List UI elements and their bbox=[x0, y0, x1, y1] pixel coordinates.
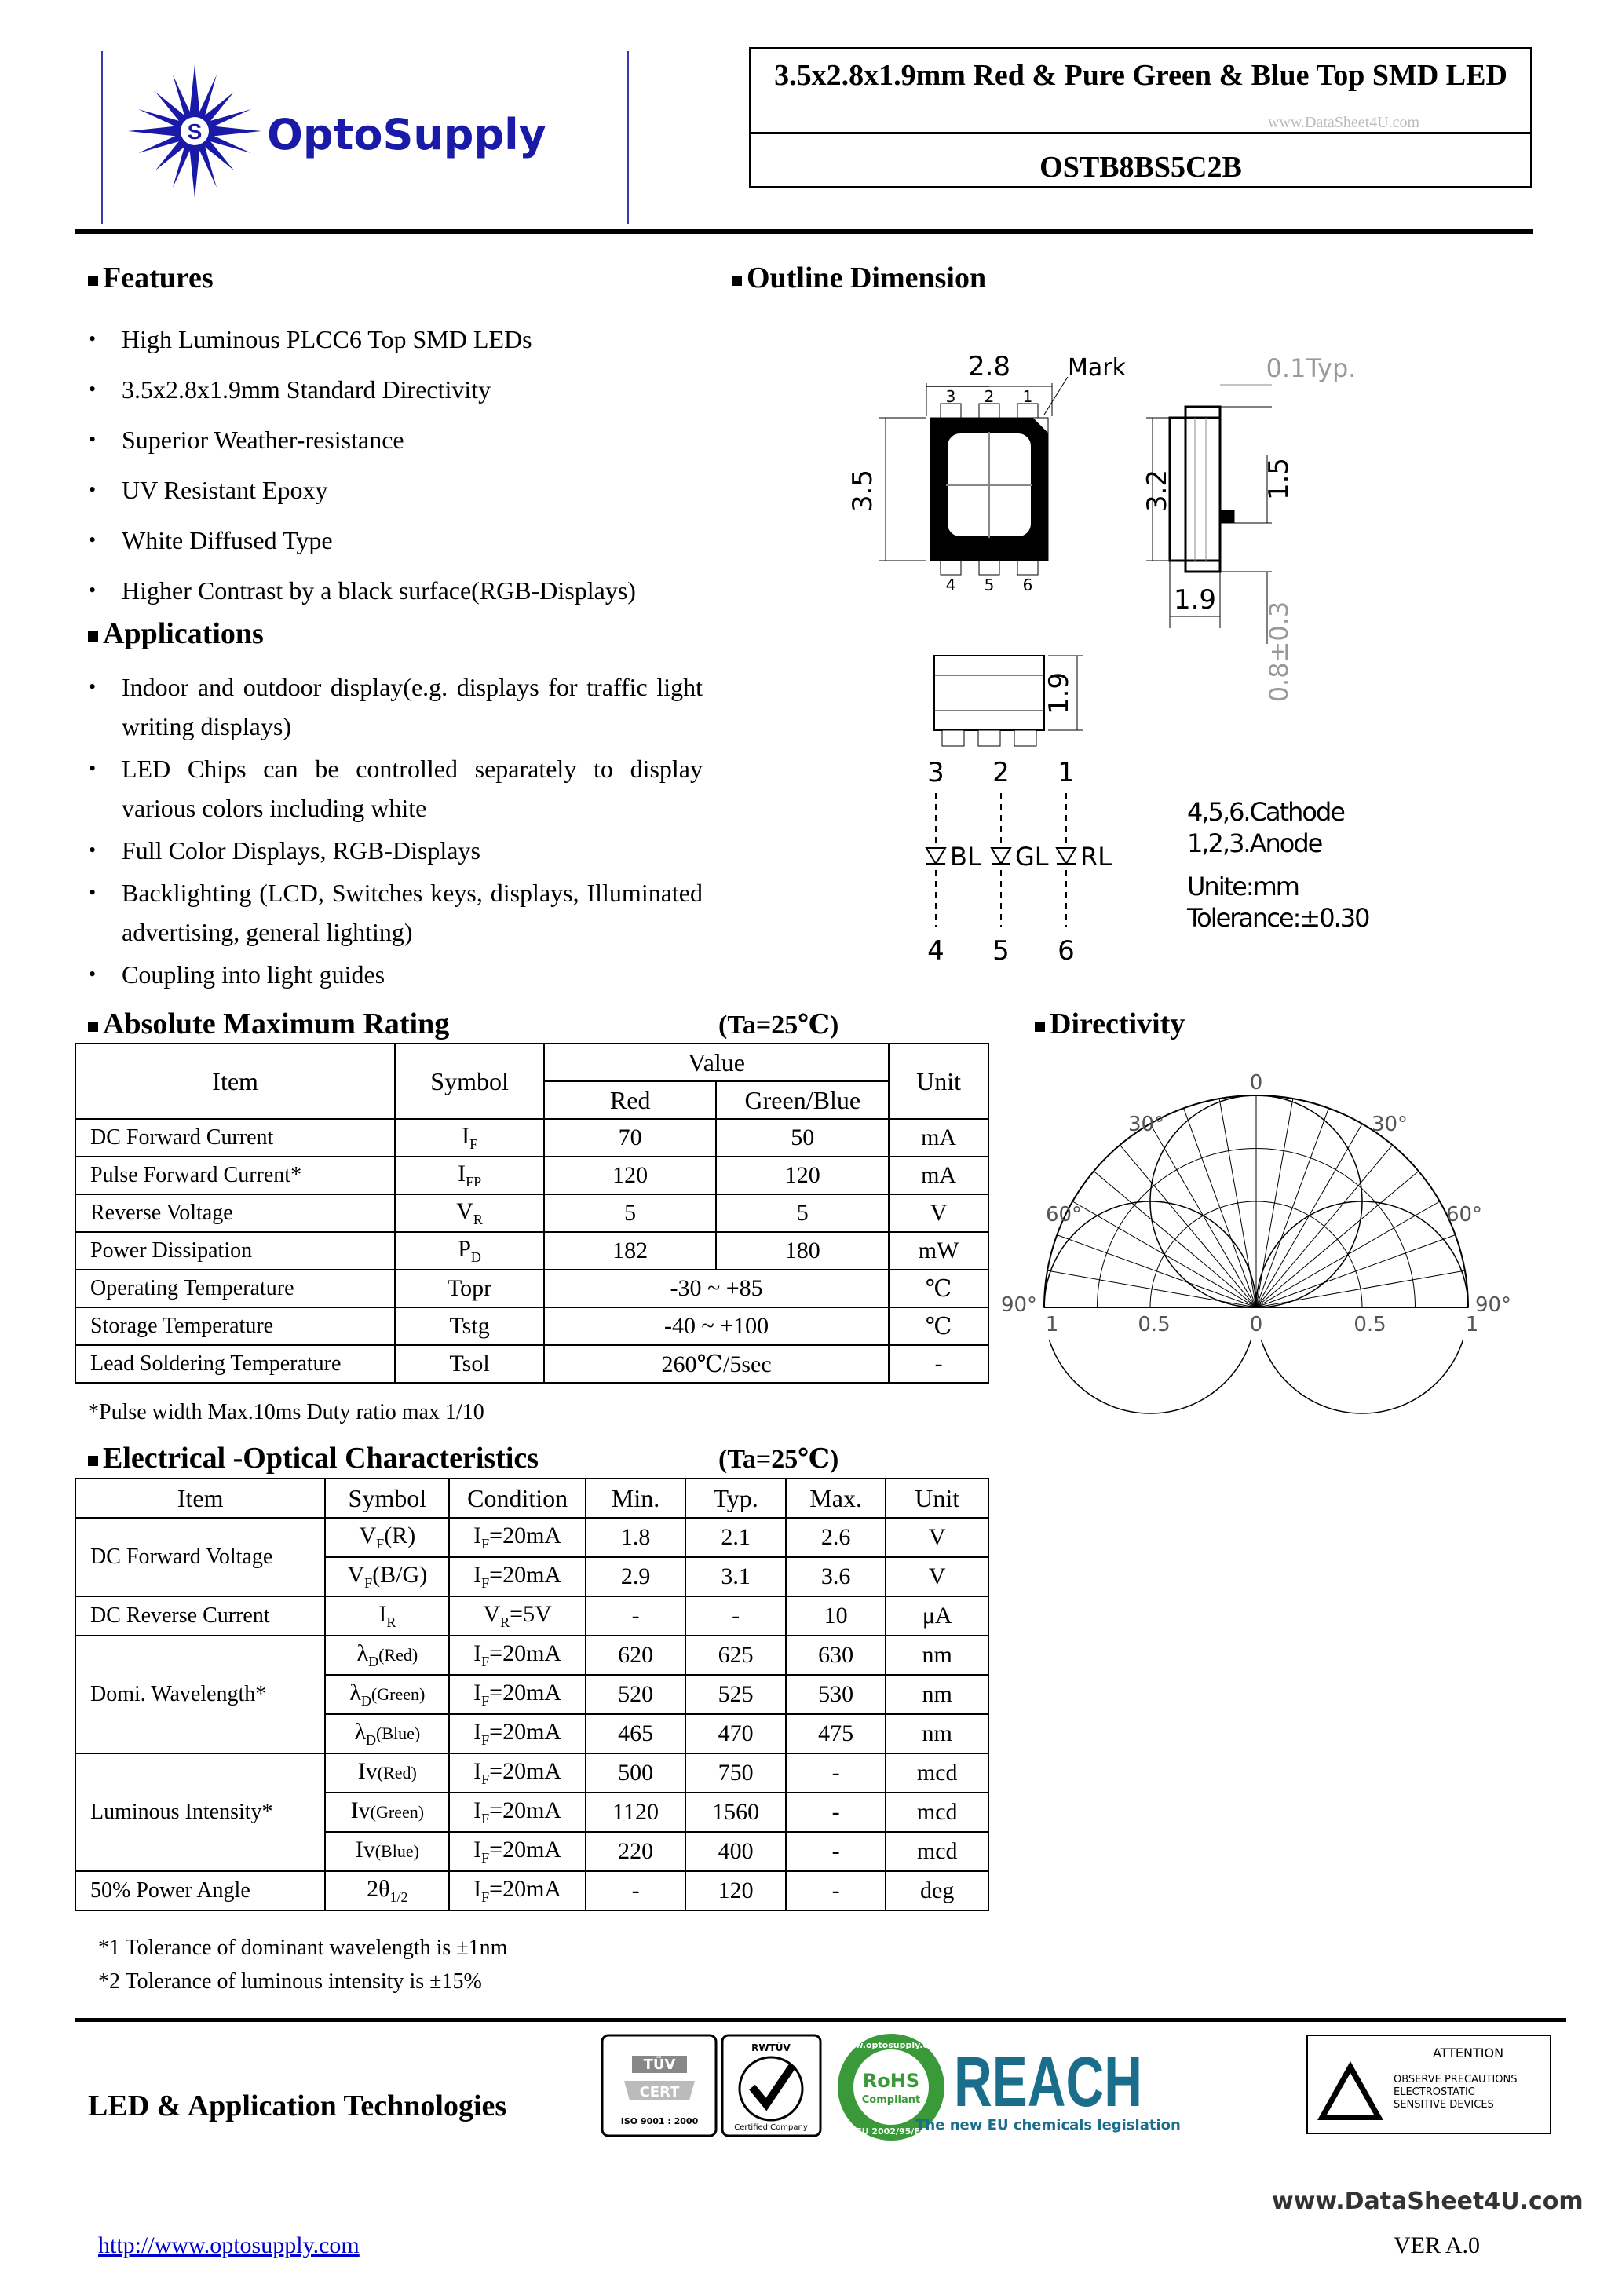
website-link[interactable]: http://www.optosupply.com bbox=[98, 2232, 360, 2258]
angle-label: 60° bbox=[1445, 1203, 1483, 1227]
table-row bbox=[75, 1871, 988, 1910]
footer-rule bbox=[75, 2018, 1566, 2022]
amr-header-unit: Unit bbox=[889, 1044, 988, 1119]
eoc-typ: 625 bbox=[685, 1636, 786, 1675]
eoc-heading: Electrical -Optical Characteristics bbox=[88, 1441, 539, 1475]
eoc-typ: 525 bbox=[685, 1675, 786, 1714]
svg-text:ELECTROSTATIC: ELECTROSTATIC bbox=[1394, 2086, 1475, 2098]
symbol-main: Iv bbox=[357, 1758, 378, 1784]
eoc-condition bbox=[449, 1636, 585, 1675]
svg-text:OptoSupply: OptoSupply bbox=[267, 110, 546, 159]
features-heading: Features bbox=[88, 261, 214, 295]
circuit-pin: 6 bbox=[1058, 935, 1075, 967]
eoc-unit: deg bbox=[886, 1871, 988, 1910]
eoc-item: Domi. Wavelength* bbox=[75, 1636, 325, 1753]
cond-main: V bbox=[483, 1601, 501, 1627]
symbol-sub: F bbox=[364, 1575, 373, 1591]
applications-list bbox=[82, 667, 703, 997]
eoc-min: 620 bbox=[586, 1636, 686, 1675]
svg-text:RoHS: RoHS bbox=[862, 2070, 920, 2092]
eoc-min: 520 bbox=[586, 1675, 686, 1714]
cond-value: =20mA bbox=[489, 1837, 562, 1863]
cond-sub: F bbox=[481, 1536, 490, 1552]
cond-value: =20mA bbox=[489, 1680, 562, 1706]
symbol-sub: F bbox=[469, 1136, 478, 1152]
circuit-pin: 3 bbox=[927, 757, 944, 788]
symbol-sub: R bbox=[473, 1212, 483, 1227]
symbol-main: λ bbox=[354, 1719, 367, 1745]
outline-note: Unite:mm bbox=[1187, 872, 1299, 901]
outline-heading: Outline Dimension bbox=[732, 261, 986, 295]
amr-table bbox=[75, 1043, 989, 1384]
svg-text:Certified Company: Certified Company bbox=[734, 2123, 808, 2132]
symbol-suffix: (Red) bbox=[378, 1645, 418, 1665]
amr-red: 5 bbox=[544, 1194, 716, 1232]
eoc-min: 1120 bbox=[586, 1793, 686, 1832]
esd-warning-icon bbox=[1307, 2035, 1551, 2133]
eoc-condition bbox=[449, 1793, 585, 1832]
symbol-main: λ bbox=[356, 1640, 369, 1666]
amr-red: 120 bbox=[544, 1157, 716, 1194]
table-row bbox=[75, 1345, 988, 1383]
svg-text:TÜV: TÜV bbox=[643, 2057, 676, 2073]
company-line: LED & Application Technologies bbox=[88, 2089, 507, 2122]
cond-main: I bbox=[473, 1523, 482, 1548]
cond-sub: R bbox=[500, 1614, 510, 1630]
cond-sub: F bbox=[481, 1889, 490, 1905]
amr-header-value: Value bbox=[544, 1044, 889, 1081]
amr-value: 260℃/5sec bbox=[544, 1345, 889, 1383]
eoc-max: 475 bbox=[786, 1714, 886, 1753]
star-logo-icon bbox=[102, 51, 636, 224]
eoc-header: Max. bbox=[786, 1479, 886, 1518]
watermark: www.DataSheet4U.com bbox=[1268, 114, 1420, 131]
amr-item: Reverse Voltage bbox=[75, 1194, 395, 1232]
cond-value: =5V bbox=[510, 1601, 552, 1627]
amr-condition: (Ta=25℃) bbox=[718, 1011, 839, 1040]
cond-main: I bbox=[473, 1680, 482, 1706]
amr-header-gb: Green/Blue bbox=[716, 1081, 889, 1119]
eoc-note-2: *2 Tolerance of luminous intensity is ±15% bbox=[98, 1969, 482, 1994]
side-08: 0.8±0.3 bbox=[1264, 601, 1294, 703]
eoc-typ: 400 bbox=[685, 1832, 786, 1871]
feature-item: • White Diffused Type bbox=[82, 515, 711, 565]
eoc-header: Item bbox=[75, 1479, 325, 1518]
symbol-suffix: (Red) bbox=[377, 1763, 417, 1782]
eoc-condition bbox=[449, 1871, 585, 1910]
svg-text:OBSERVE PRECAUTIONS: OBSERVE PRECAUTIONS bbox=[1394, 2074, 1518, 2086]
table-row bbox=[75, 1194, 988, 1232]
pin-label: 2 bbox=[984, 387, 995, 406]
part-number: OSTB8BS5C2B bbox=[1039, 151, 1242, 184]
svg-text:EU 2002/95/EC: EU 2002/95/EC bbox=[856, 2126, 926, 2137]
site-watermark: www.DataSheet4U.com bbox=[1272, 2188, 1584, 2215]
amr-symbol: Topr bbox=[395, 1270, 544, 1307]
symbol-suffix: (Green) bbox=[371, 1684, 426, 1704]
version-label: VER A.0 bbox=[1394, 2232, 1481, 2258]
eoc-max: 10 bbox=[786, 1596, 886, 1636]
circuit-label: RL bbox=[1080, 842, 1112, 872]
symbol-main: I bbox=[458, 1161, 466, 1186]
amr-symbol bbox=[395, 1157, 544, 1194]
cond-main: I bbox=[473, 1640, 482, 1666]
symbol-sub: D bbox=[470, 1249, 481, 1265]
symbol-sub: R bbox=[386, 1614, 396, 1630]
certification-badges bbox=[597, 2026, 1562, 2144]
eoc-item: 50% Power Angle bbox=[75, 1871, 325, 1910]
cond-sub: F bbox=[481, 1811, 490, 1826]
amr-header-symbol: Symbol bbox=[395, 1044, 544, 1119]
application-item: • Coupling into light guides bbox=[82, 955, 703, 994]
dim-height: 3.5 bbox=[847, 469, 879, 513]
amr-footnote: *Pulse width Max.10ms Duty ratio max 1/10 bbox=[88, 1400, 484, 1424]
outline-drawing bbox=[832, 345, 1429, 974]
symbol-main: I bbox=[462, 1123, 470, 1149]
eoc-max: 630 bbox=[786, 1636, 886, 1675]
eoc-unit: V bbox=[886, 1557, 988, 1596]
symbol-sub: D bbox=[360, 1693, 371, 1709]
side-typ: 0.1Typ. bbox=[1266, 353, 1357, 383]
svg-text:ISO 9001 : 2000: ISO 9001 : 2000 bbox=[620, 2116, 699, 2126]
eoc-min: - bbox=[586, 1871, 686, 1910]
circuit-label: BL bbox=[950, 842, 981, 872]
eoc-condition bbox=[449, 1753, 585, 1793]
eoc-max: - bbox=[786, 1753, 886, 1793]
amr-symbol bbox=[395, 1194, 544, 1232]
feature-item: • UV Resistant Epoxy bbox=[82, 465, 711, 515]
brand-logo bbox=[102, 51, 636, 224]
amr-header-red: Red bbox=[544, 1081, 716, 1119]
eoc-typ: 1560 bbox=[685, 1793, 786, 1832]
amr-symbol bbox=[395, 1232, 544, 1270]
scale-label: 1 bbox=[1465, 1313, 1479, 1336]
eoc-header: Symbol bbox=[325, 1479, 449, 1518]
eoc-condition bbox=[449, 1675, 585, 1714]
eoc-condition bbox=[449, 1518, 585, 1557]
cond-value: =20mA bbox=[489, 1719, 562, 1745]
symbol-sub: FP bbox=[466, 1174, 482, 1190]
eoc-note-1: *1 Tolerance of dominant wavelength is ±1nm bbox=[98, 1936, 508, 1960]
eoc-typ: 3.1 bbox=[685, 1557, 786, 1596]
eoc-typ: 750 bbox=[685, 1753, 786, 1793]
table-row bbox=[75, 1307, 988, 1345]
eoc-unit: mcd bbox=[886, 1832, 988, 1871]
cond-sub: F bbox=[481, 1575, 490, 1591]
svg-text:Compliant: Compliant bbox=[861, 2094, 921, 2106]
amr-symbol bbox=[395, 1119, 544, 1157]
eoc-header: Unit bbox=[886, 1479, 988, 1518]
amr-value: -30 ~ +85 bbox=[544, 1270, 889, 1307]
side-19: 1.9 bbox=[1173, 584, 1217, 616]
eoc-unit: nm bbox=[886, 1675, 988, 1714]
application-item: • Full Color Displays, RGB-Displays bbox=[82, 831, 703, 870]
pin-label: 3 bbox=[945, 387, 956, 406]
eoc-max: - bbox=[786, 1832, 886, 1871]
eoc-symbol bbox=[325, 1871, 449, 1910]
eoc-symbol bbox=[325, 1832, 449, 1871]
side-15: 1.5 bbox=[1263, 457, 1295, 501]
side-height: 3.2 bbox=[1142, 469, 1173, 513]
eoc-max: - bbox=[786, 1871, 886, 1910]
svg-text:RWTÜV: RWTÜV bbox=[751, 2042, 791, 2053]
amr-gb: 5 bbox=[716, 1194, 889, 1232]
svg-text:REACH: REACH bbox=[954, 2042, 1142, 2122]
eoc-item: DC Reverse Current bbox=[75, 1596, 325, 1636]
symbol-sub: F bbox=[376, 1536, 385, 1552]
symbol-sub: D bbox=[368, 1654, 379, 1669]
eoc-header: Min. bbox=[586, 1479, 686, 1518]
amr-unit: ℃ bbox=[889, 1270, 988, 1307]
doc-title: 3.5x2.8x1.9mm Red & Pure Green & Blue Top SMD LED bbox=[774, 59, 1507, 92]
amr-red: 70 bbox=[544, 1119, 716, 1157]
eoc-symbol bbox=[325, 1518, 449, 1557]
symbol-suffix: (Blue) bbox=[374, 1841, 419, 1861]
eoc-max: 3.6 bbox=[786, 1557, 886, 1596]
eoc-symbol bbox=[325, 1793, 449, 1832]
feature-item: • Superior Weather-resistance bbox=[82, 415, 711, 465]
top-view bbox=[879, 377, 1068, 575]
outline-note: 4,5,6.Cathode bbox=[1187, 797, 1344, 827]
amr-item: Power Dissipation bbox=[75, 1232, 395, 1270]
eoc-table bbox=[75, 1478, 989, 1911]
svg-text:ATTENTION: ATTENTION bbox=[1432, 2046, 1504, 2060]
cond-sub: F bbox=[481, 1850, 490, 1866]
symbol-main: V bbox=[456, 1198, 473, 1224]
symbol-main: I bbox=[378, 1601, 387, 1627]
amr-gb: 120 bbox=[716, 1157, 889, 1194]
cond-value: =20mA bbox=[489, 1523, 562, 1548]
symbol-main: λ bbox=[349, 1680, 361, 1706]
angle-label: 90° bbox=[1000, 1293, 1038, 1317]
cond-main: I bbox=[473, 1876, 482, 1902]
feature-item: • High Luminous PLCC6 Top SMD LEDs bbox=[82, 314, 711, 364]
eoc-symbol bbox=[325, 1714, 449, 1753]
eoc-typ: - bbox=[685, 1596, 786, 1636]
circuit-label: GL bbox=[1015, 842, 1049, 872]
cond-main: I bbox=[473, 1719, 482, 1745]
symbol-suffix: (Blue) bbox=[376, 1724, 421, 1743]
eoc-max: 2.6 bbox=[786, 1518, 886, 1557]
eoc-item: Luminous Intensity* bbox=[75, 1753, 325, 1871]
scale-label: 0.5 bbox=[1138, 1313, 1171, 1336]
application-item: • Indoor and outdoor display(e.g. displays for traffic light writing displays) bbox=[82, 667, 703, 746]
amr-header-item: Item bbox=[75, 1044, 395, 1119]
symbol-main: Iv bbox=[350, 1797, 371, 1823]
eoc-symbol bbox=[325, 1675, 449, 1714]
outline-note: Tolerance:±0.30 bbox=[1187, 903, 1369, 933]
circuit-pin: 4 bbox=[927, 935, 944, 967]
cond-main: I bbox=[473, 1758, 482, 1784]
svg-text:www.optosupply.com: www.optosupply.com bbox=[839, 2040, 943, 2050]
header-rule bbox=[75, 229, 1533, 234]
front-height: 1.9 bbox=[1043, 671, 1075, 715]
angle-label: 30° bbox=[1371, 1113, 1408, 1136]
circuit-pin: 1 bbox=[1058, 757, 1075, 788]
cond-value: =20mA bbox=[489, 1797, 562, 1823]
svg-text:SENSITIVE DEVICES: SENSITIVE DEVICES bbox=[1394, 2099, 1494, 2111]
eoc-unit: mcd bbox=[886, 1793, 988, 1832]
cond-main: I bbox=[473, 1562, 482, 1588]
pin-label: 5 bbox=[984, 576, 995, 594]
eoc-symbol bbox=[325, 1557, 449, 1596]
symbol-suffix: (Green) bbox=[370, 1802, 425, 1822]
symbol-main: P bbox=[458, 1236, 471, 1262]
eoc-unit: V bbox=[886, 1518, 988, 1557]
symbol-main: Iv bbox=[355, 1837, 375, 1863]
amr-symbol: Tstg bbox=[395, 1307, 544, 1345]
cond-sub: F bbox=[481, 1693, 490, 1709]
reach-logo-icon bbox=[915, 2042, 1181, 2133]
eoc-min: 2.9 bbox=[586, 1557, 686, 1596]
symbol-sub: D bbox=[366, 1732, 377, 1748]
amr-unit: mA bbox=[889, 1157, 988, 1194]
amr-item: Operating Temperature bbox=[75, 1270, 395, 1307]
eoc-min: 220 bbox=[586, 1832, 686, 1871]
eoc-unit: nm bbox=[886, 1714, 988, 1753]
eoc-symbol bbox=[325, 1753, 449, 1793]
applications-heading: Applications bbox=[88, 616, 264, 651]
eoc-unit: nm bbox=[886, 1636, 988, 1675]
eoc-min: 1.8 bbox=[586, 1518, 686, 1557]
feature-item: • Higher Contrast by a black surface(RGB-Displays) bbox=[82, 565, 711, 616]
eoc-condition bbox=[449, 1714, 585, 1753]
circuit-pin: 5 bbox=[992, 935, 1010, 967]
eoc-typ: 2.1 bbox=[685, 1518, 786, 1557]
feature-item: • 3.5x2.8x1.9mm Standard Directivity bbox=[82, 364, 711, 415]
circuit-pin: 2 bbox=[992, 757, 1010, 788]
symbol-main: 2θ bbox=[367, 1876, 390, 1902]
table-row bbox=[75, 1596, 988, 1636]
amr-red: 182 bbox=[544, 1232, 716, 1270]
eoc-condition: (Ta=25℃) bbox=[718, 1445, 839, 1474]
eoc-typ: 470 bbox=[685, 1714, 786, 1753]
cond-value: =20mA bbox=[489, 1758, 562, 1784]
pin-label: 4 bbox=[945, 576, 956, 594]
amr-unit: - bbox=[889, 1345, 988, 1383]
cond-main: I bbox=[473, 1797, 482, 1823]
eoc-typ: 120 bbox=[685, 1871, 786, 1910]
tuv-badge-icon bbox=[602, 2035, 716, 2136]
rwtuv-badge-icon bbox=[722, 2035, 820, 2136]
eoc-condition bbox=[449, 1596, 585, 1636]
eoc-header: Typ. bbox=[685, 1479, 786, 1518]
amr-item: Lead Soldering Temperature bbox=[75, 1345, 395, 1383]
eoc-symbol bbox=[325, 1596, 449, 1636]
symbol-sub: 1/2 bbox=[389, 1889, 408, 1905]
application-item: • Backlighting (LCD, Switches keys, displays, Illuminated advertising, general lighting) bbox=[82, 873, 703, 952]
table-row bbox=[75, 1636, 988, 1675]
scale-label: 0 bbox=[1249, 1313, 1263, 1336]
cond-value: =20mA bbox=[489, 1640, 562, 1666]
amr-unit: ℃ bbox=[889, 1307, 988, 1345]
amr-unit: mA bbox=[889, 1119, 988, 1157]
table-row bbox=[75, 1157, 988, 1194]
symbol-main: V bbox=[347, 1562, 365, 1588]
eoc-item: DC Forward Voltage bbox=[75, 1518, 325, 1596]
directivity-chart bbox=[1000, 1071, 1512, 1336]
eoc-unit: μA bbox=[886, 1596, 988, 1636]
eoc-min: - bbox=[586, 1596, 686, 1636]
features-list bbox=[82, 314, 711, 616]
cond-value: =20mA bbox=[489, 1876, 562, 1902]
amr-item: Storage Temperature bbox=[75, 1307, 395, 1345]
pin-label: 1 bbox=[1022, 387, 1033, 406]
outline-note: 1,2,3.Anode bbox=[1187, 828, 1322, 858]
amr-unit: mW bbox=[889, 1232, 988, 1270]
symbol-main: V bbox=[359, 1523, 377, 1548]
mark-label: Mark bbox=[1068, 354, 1126, 382]
amr-symbol: Tsol bbox=[395, 1345, 544, 1383]
symbol-suffix: (R) bbox=[384, 1523, 416, 1548]
eoc-condition bbox=[449, 1557, 585, 1596]
eoc-max: - bbox=[786, 1793, 886, 1832]
eoc-min: 465 bbox=[586, 1714, 686, 1753]
eoc-condition bbox=[449, 1832, 585, 1871]
table-row bbox=[75, 1119, 988, 1157]
cond-main: I bbox=[473, 1837, 482, 1863]
table-row bbox=[75, 1270, 988, 1307]
amr-value: -40 ~ +100 bbox=[544, 1307, 889, 1345]
angle-label: 30° bbox=[1127, 1113, 1165, 1136]
scale-label: 0.5 bbox=[1353, 1313, 1386, 1336]
angle-label: 60° bbox=[1045, 1203, 1083, 1227]
cond-sub: F bbox=[481, 1771, 490, 1787]
cond-sub: F bbox=[481, 1654, 490, 1669]
circuit-diagram bbox=[926, 793, 1076, 927]
table-row bbox=[75, 1232, 988, 1270]
amr-unit: V bbox=[889, 1194, 988, 1232]
dim-width: 2.8 bbox=[967, 351, 1011, 382]
angle-label: 0 bbox=[1249, 1071, 1263, 1095]
amr-gb: 50 bbox=[716, 1119, 889, 1157]
svg-text:CERT: CERT bbox=[639, 2084, 680, 2100]
angle-label: 90° bbox=[1474, 1293, 1512, 1317]
eoc-unit: mcd bbox=[886, 1753, 988, 1793]
symbol-suffix: (B/G) bbox=[372, 1562, 428, 1588]
amr-gb: 180 bbox=[716, 1232, 889, 1270]
directivity-heading: Directivity bbox=[1035, 1007, 1185, 1041]
table-row bbox=[75, 1518, 988, 1557]
pin-label: 6 bbox=[1022, 576, 1033, 594]
scale-label: 1 bbox=[1045, 1313, 1059, 1336]
amr-item: Pulse Forward Current* bbox=[75, 1157, 395, 1194]
amr-item: DC Forward Current bbox=[75, 1119, 395, 1157]
svg-text:The new EU chemicals legislati: The new EU chemicals legislation bbox=[915, 2117, 1181, 2133]
eoc-header: Condition bbox=[449, 1479, 585, 1518]
eoc-max: 530 bbox=[786, 1675, 886, 1714]
cond-value: =20mA bbox=[489, 1562, 562, 1588]
application-item: • LED Chips can be controlled separately to display various colors including white bbox=[82, 749, 703, 828]
table-row bbox=[75, 1753, 988, 1793]
svg-text:S: S bbox=[187, 119, 203, 144]
eoc-min: 500 bbox=[586, 1753, 686, 1793]
amr-heading: Absolute Maximum Rating bbox=[88, 1007, 449, 1041]
cond-sub: F bbox=[481, 1732, 490, 1748]
eoc-symbol bbox=[325, 1636, 449, 1675]
